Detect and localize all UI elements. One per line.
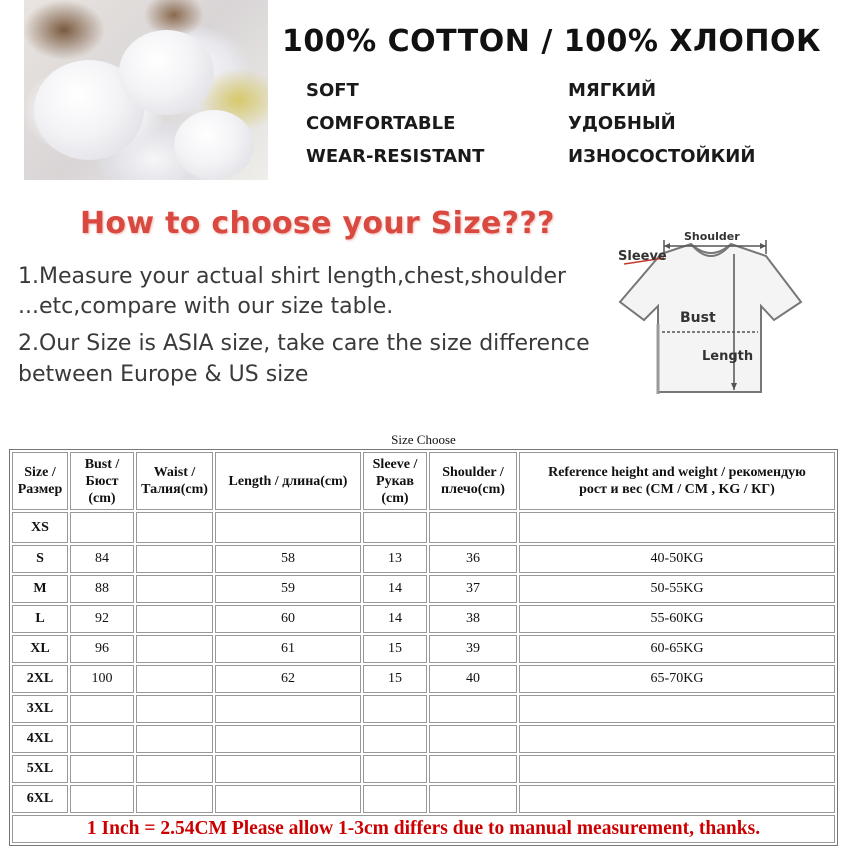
cell-size: 6XL: [12, 785, 68, 813]
cell-reference: [519, 785, 835, 813]
cell-length: 60: [215, 605, 361, 633]
cell-reference: 40-50KG: [519, 545, 835, 573]
cell-reference: 60-65KG: [519, 635, 835, 663]
diagram-label-bust: Bust: [680, 310, 716, 326]
table-row: [12, 785, 835, 813]
feature-en-soft: SOFT: [306, 80, 359, 101]
cell-sleeve: [363, 512, 427, 543]
table-row: [12, 635, 835, 663]
cell-shoulder: [429, 512, 517, 543]
feature-en-wear-resistant: WEAR-RESISTANT: [306, 146, 485, 167]
cell-shoulder: 36: [429, 545, 517, 573]
feature-en-comfortable: COMFORTABLE: [306, 113, 456, 134]
table-row: [12, 695, 835, 723]
cell-waist: [136, 605, 213, 633]
size-table: [9, 449, 838, 846]
cell-size: XS: [12, 512, 68, 543]
table-row: [12, 512, 835, 543]
cell-bust: 96: [70, 635, 134, 663]
cell-bust: [70, 755, 134, 783]
cell-shoulder: [429, 725, 517, 753]
cell-waist: [136, 512, 213, 543]
cell-length: 62: [215, 665, 361, 693]
cell-reference: 65-70KG: [519, 665, 835, 693]
cell-reference: [519, 725, 835, 753]
cell-bust: 92: [70, 605, 134, 633]
cell-shoulder: [429, 755, 517, 783]
cell-sleeve: 15: [363, 665, 427, 693]
cell-waist: [136, 725, 213, 753]
cell-sleeve: 13: [363, 545, 427, 573]
cell-length: [215, 512, 361, 543]
cell-size: XL: [12, 635, 68, 663]
guide-line-4: between Europe & US size: [18, 362, 309, 387]
cell-length: [215, 755, 361, 783]
cell-shoulder: 37: [429, 575, 517, 603]
cell-waist: [136, 635, 213, 663]
header-shoulder: Shoulder / плечо(cm): [429, 452, 517, 510]
cell-length: 59: [215, 575, 361, 603]
cell-size: M: [12, 575, 68, 603]
cell-size: 4XL: [12, 725, 68, 753]
diagram-label-shoulder: Shoulder: [684, 230, 740, 243]
cell-length: [215, 725, 361, 753]
cell-shoulder: 39: [429, 635, 517, 663]
cotton-title: 100% COTTON / 100% ХЛОПОК: [282, 24, 822, 59]
cell-sleeve: [363, 695, 427, 723]
cell-length: [215, 785, 361, 813]
cell-bust: [70, 785, 134, 813]
cell-reference: [519, 755, 835, 783]
cell-size: L: [12, 605, 68, 633]
header-length: Length / длина(cm): [215, 452, 361, 510]
cell-size: 2XL: [12, 665, 68, 693]
cell-shoulder: [429, 785, 517, 813]
feature-ru-soft: МЯГКИЙ: [568, 80, 657, 101]
cell-size: S: [12, 545, 68, 573]
cell-bust: 84: [70, 545, 134, 573]
cell-reference: 55-60KG: [519, 605, 835, 633]
cell-sleeve: [363, 785, 427, 813]
cell-size: 5XL: [12, 755, 68, 783]
guide-title: How to choose your Size???: [80, 206, 555, 241]
cell-length: [215, 695, 361, 723]
table-row: [12, 545, 835, 573]
cell-shoulder: 38: [429, 605, 517, 633]
cell-shoulder: 40: [429, 665, 517, 693]
header-bust: Bust / Бюст (cm): [70, 452, 134, 510]
header-size: Size / Размер: [12, 452, 68, 510]
cell-sleeve: [363, 755, 427, 783]
guide-line-2: ...etc,compare with our size table.: [18, 294, 394, 319]
cell-shoulder: [429, 695, 517, 723]
cell-bust: [70, 512, 134, 543]
cell-waist: [136, 545, 213, 573]
cell-sleeve: 15: [363, 635, 427, 663]
cell-reference: 50-55KG: [519, 575, 835, 603]
table-caption: Size Choose: [391, 432, 456, 447]
cell-length: 61: [215, 635, 361, 663]
header-sleeve: Sleeve / Рукав (cm): [363, 452, 427, 510]
cell-bust: [70, 695, 134, 723]
table-row: [12, 605, 835, 633]
cell-waist: [136, 665, 213, 693]
diagram-label-length: Length: [702, 349, 754, 364]
cell-waist: [136, 755, 213, 783]
cell-sleeve: [363, 725, 427, 753]
cell-waist: [136, 785, 213, 813]
cell-waist: [136, 695, 213, 723]
cotton-photo: [24, 0, 268, 180]
shirt-diagram: [606, 224, 816, 399]
header-reference: Reference height and weight / рекомендую рост и вес (CM / CM , KG / КГ): [519, 452, 835, 510]
table-row: [12, 755, 835, 783]
cell-reference: [519, 695, 835, 723]
cell-sleeve: 14: [363, 575, 427, 603]
cell-size: 3XL: [12, 695, 68, 723]
diagram-label-sleeve: Sleeve: [618, 249, 667, 264]
guide-line-1: 1.Measure your actual shirt length,chest,shoulder: [18, 264, 567, 289]
cell-bust: 100: [70, 665, 134, 693]
guide-line-3: 2.Our Size is ASIA size, take care the size difference: [18, 331, 590, 356]
header-waist: Waist / Талия(cm): [136, 452, 213, 510]
cell-bust: 88: [70, 575, 134, 603]
feature-ru-wear-resistant: ИЗНОСОСТОЙКИЙ: [568, 146, 756, 167]
table-note-row: [12, 815, 835, 843]
cell-bust: [70, 725, 134, 753]
cell-sleeve: 14: [363, 605, 427, 633]
table-row: [12, 665, 835, 693]
cell-reference: [519, 512, 835, 543]
table-row: [12, 575, 835, 603]
cell-length: 58: [215, 545, 361, 573]
table-header-row: [12, 452, 835, 510]
cell-waist: [136, 575, 213, 603]
table-row: [12, 725, 835, 753]
feature-ru-comfortable: УДОБНЫЙ: [568, 113, 676, 134]
measurement-note: 1 Inch = 2.54CM Please allow 1-3cm differs due to manual measurement, thanks.: [12, 815, 835, 843]
